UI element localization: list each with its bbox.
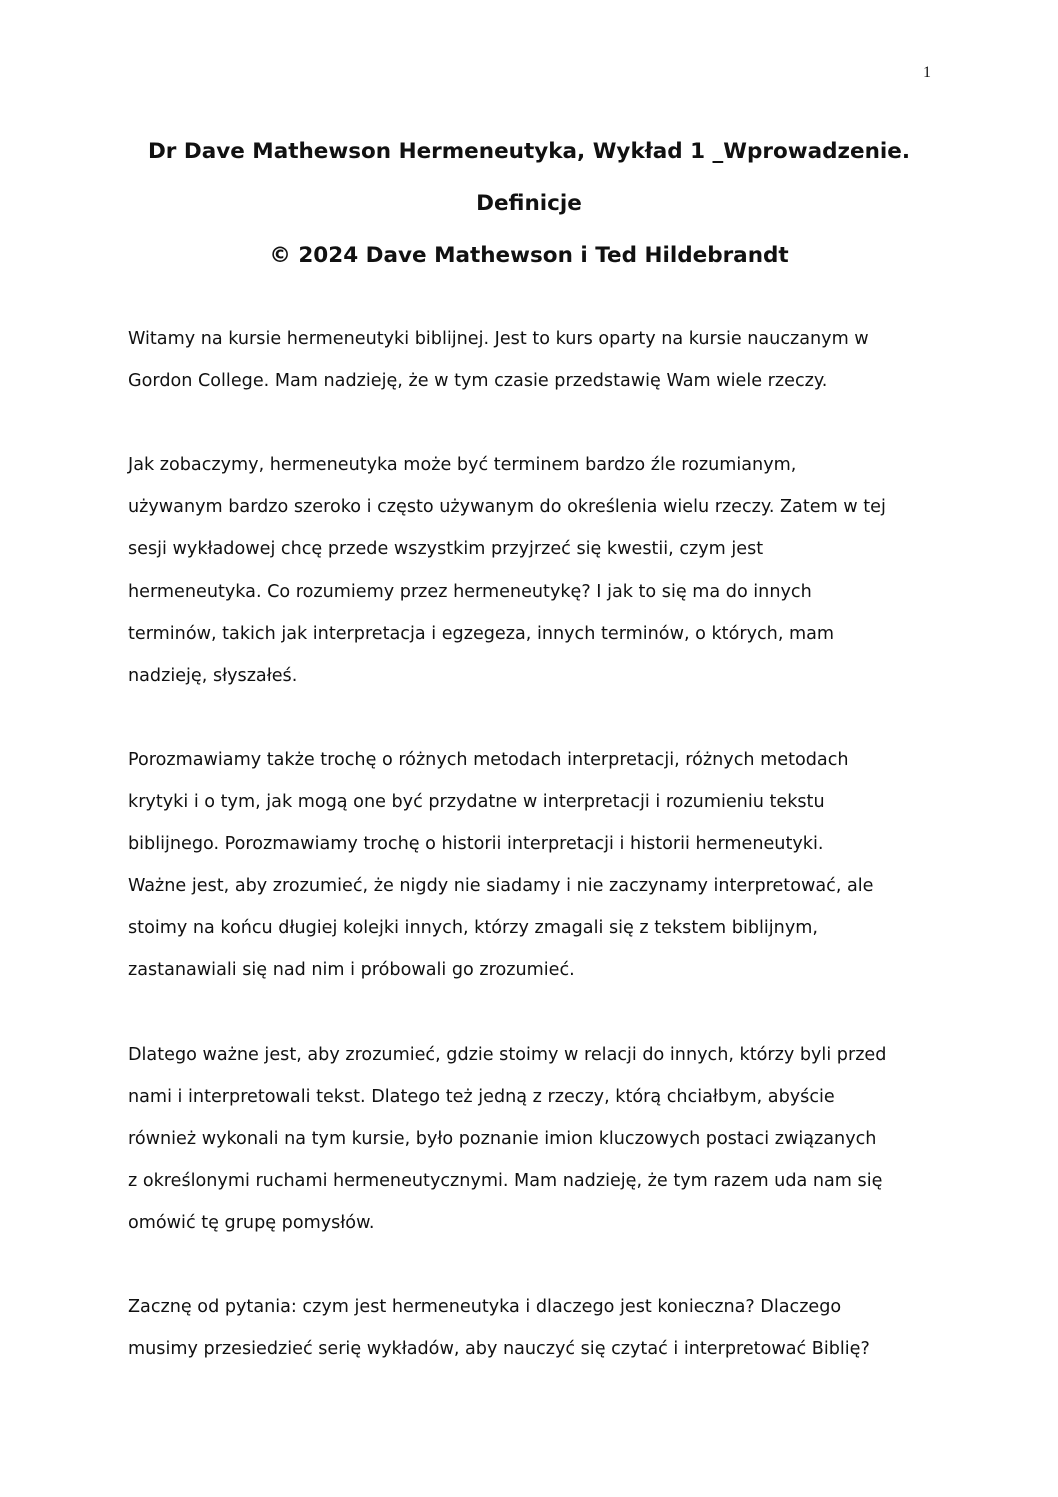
text-line: z określonymi ruchami hermeneutycznymi. Mam nadzieję, że tym razem uda nam się — [128, 1170, 883, 1191]
document-title — [60, 126, 998, 282]
text-line: Jak zobaczymy, hermeneutyka może być terminem bardzo źle rozumianym, — [128, 455, 797, 476]
text-line: Witamy na kursie hermeneutyki biblijnej. Jest to kurs oparty na kursie nauczanym w — [128, 329, 869, 349]
title-line-2: Definicje — [476, 191, 582, 216]
paragraph-5 — [128, 1286, 928, 1370]
text-line: Porozmawiamy także trochę o różnych metodach interpretacji, różnych metodach — [128, 749, 849, 770]
document-body — [128, 318, 928, 1412]
text-line: krytyki i o tym, jak mogą one być przydatne w interpretacji i rozumieniu tekstu — [128, 792, 825, 813]
paragraph-4 — [128, 1034, 928, 1244]
text-line: stoimy na końcu długiej kolejki innych, którzy zmagali się z tekstem biblijnym, — [128, 918, 818, 939]
paragraph-2 — [128, 444, 928, 697]
text-line: musimy przesiedzieć serię wykładów, aby nauczyć się czytać i interpretować Biblię? — [128, 1339, 870, 1360]
text-line: używanym bardzo szeroko i często używanym do określenia wielu rzeczy. Zatem w tej — [128, 497, 886, 518]
text-line: Ważne jest, aby zrozumieć, że nigdy nie siadamy i nie zaczynamy interpretować, ale — [128, 876, 874, 897]
text-line: również wykonali na tym kursie, było poznanie imion kluczowych postaci związanych — [128, 1128, 877, 1149]
paragraph-1 — [128, 318, 928, 402]
text-line: Gordon College. Mam nadzieję, że w tym czasie przedstawię Wam wiele rzeczy. — [128, 371, 828, 392]
text-line: nami i interpretowali tekst. Dlatego też jedną z rzeczy, którą chciałbym, abyście — [128, 1086, 835, 1107]
text-line: hermeneutyka. Co rozumiemy przez hermeneutykę? I jak to się ma do innych — [128, 581, 812, 602]
text-line: omówić tę grupę pomysłów. — [128, 1212, 375, 1233]
page-number: 1 — [923, 64, 931, 81]
title-line-1: Dr Dave Mathewson Hermeneutyka, Wykład 1 _Wprowadzenie. — [147, 139, 911, 164]
title-line-3: © 2024 Dave Mathewson i Ted Hildebrandt — [269, 243, 789, 268]
text-line: Dlatego ważne jest, aby zrozumieć, gdzie stoimy w relacji do innych, którzy byli przed — [128, 1044, 887, 1065]
paragraph-3 — [128, 739, 928, 992]
text-line: sesji wykładowej chcę przede wszystkim przyjrzeć się kwestii, czym jest — [128, 539, 764, 560]
text-line: Zacznę od pytania: czym jest hermeneutyka i dlaczego jest konieczna? Dlaczego — [128, 1297, 842, 1318]
text-line: zastanawiali się nad nim i próbowali go zrozumieć. — [128, 960, 575, 981]
text-line: terminów, takich jak interpretacja i egzegeza, innych terminów, o których, mam — [128, 623, 835, 644]
text-line: nadzieję, słyszałeś. — [128, 665, 298, 686]
text-line: biblijnego. Porozmawiamy trochę o historii interpretacji i historii hermeneutyki. — [128, 834, 824, 855]
